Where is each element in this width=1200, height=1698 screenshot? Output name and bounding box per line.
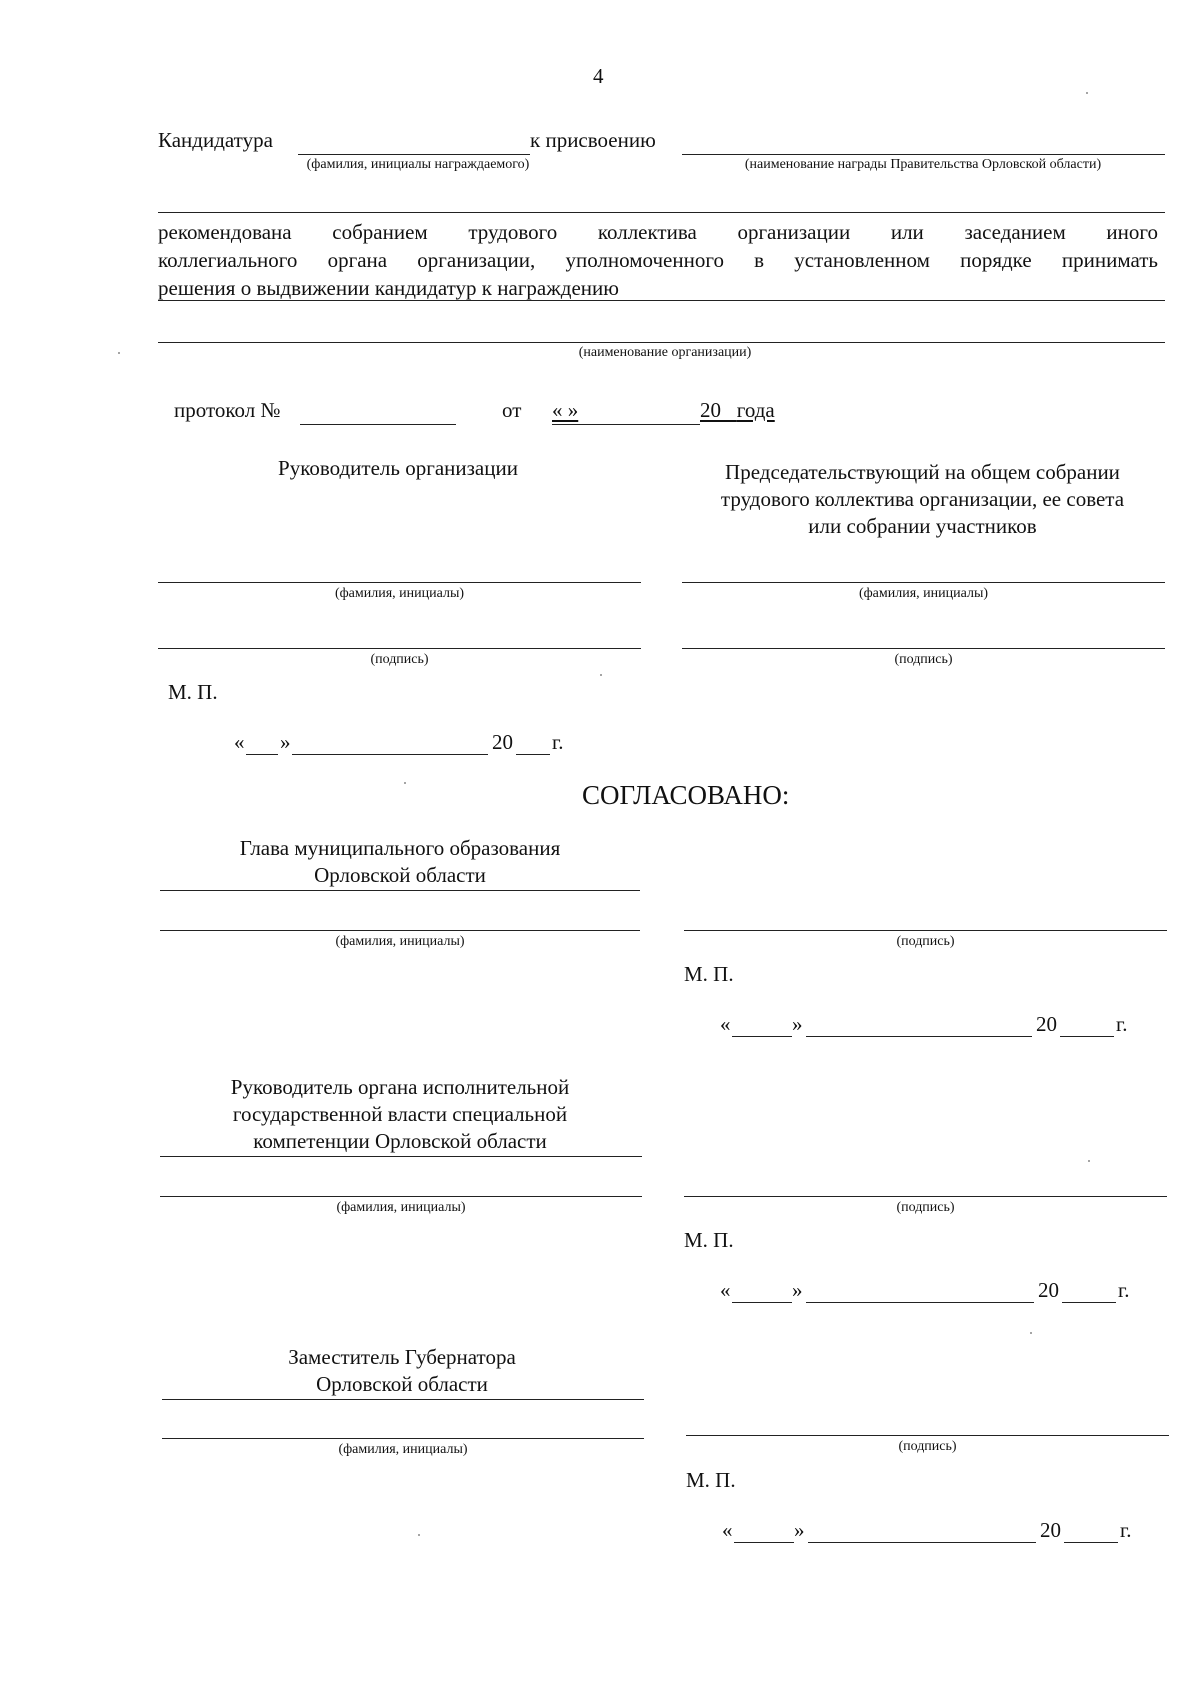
chair-name-caption: (фамилия, инициалы) (858, 586, 989, 601)
sign-date-month-line (292, 754, 488, 755)
b3-date-month-line (808, 1542, 1036, 1543)
scan-speck (1086, 92, 1088, 94)
municipal-head-title-2: Орловской области (314, 863, 486, 887)
recommendation-end-line (158, 300, 1165, 301)
b2-date-day-line (732, 1302, 792, 1303)
protocol-date-quotes (552, 398, 578, 423)
chairperson-title-3: или собрании участников (808, 514, 1037, 538)
award-continuation-line (158, 212, 1165, 213)
executive-head-title-1: Руководитель органа исполнительной (230, 1075, 570, 1099)
protocol-label: протокол № (174, 398, 281, 422)
executive-head-name-line (160, 1196, 642, 1197)
protocol-date-quotes-text: « » (552, 398, 579, 422)
head-of-organization-title: Руководитель организации (278, 456, 518, 480)
b2-date-open-quote: « (720, 1278, 731, 1302)
head-name-line (158, 582, 641, 583)
chairperson-title-2: трудового коллектива организации, ее совета (720, 487, 1125, 511)
executive-head-title-line (160, 1156, 642, 1157)
protocol-number-line (300, 424, 456, 425)
municipal-head-name-line (160, 930, 640, 931)
deputy-governor-name-caption: (фамилия, инициалы) (338, 1442, 468, 1457)
organization-name-line (158, 342, 1165, 343)
protocol-year (700, 398, 775, 423)
scan-speck (1030, 1332, 1032, 1334)
chair-signature-line (682, 648, 1165, 649)
scan-speck (418, 1534, 420, 1536)
sign-date-year-suffix: г. (552, 730, 564, 754)
b3-date-year-prefix: 20 (1040, 1518, 1061, 1542)
seal-placeholder: М. П. (168, 680, 218, 704)
recommendation-line-2: коллегиального органа организации, уполномоченного в установленном порядке принимать (158, 248, 1158, 272)
candidate-name-caption: (фамилия, инициалы награждаемого) (306, 157, 530, 172)
b1-date-close-quote: » (792, 1012, 803, 1036)
scan-speck (600, 674, 602, 676)
b3-date-day-line (734, 1542, 794, 1543)
award-name-line (682, 154, 1165, 155)
executive-head-signature-line (684, 1196, 1167, 1197)
candidate-label: Кандидатура (158, 128, 273, 152)
scan-speck (118, 352, 120, 354)
deputy-governor-signature-line (686, 1435, 1169, 1436)
municipal-head-signature-line (684, 930, 1167, 931)
b2-date-close-quote: » (792, 1278, 803, 1302)
sign-date-close-quote: » (280, 730, 291, 754)
head-signature-line (158, 648, 641, 649)
b3-date-close-quote: » (794, 1518, 805, 1542)
b1-date-open-quote: « (720, 1012, 731, 1036)
b1-date-year-line (1060, 1036, 1114, 1037)
protocol-year-word: года (736, 398, 775, 422)
to-award-label: к присвоению (530, 128, 656, 152)
sign-date-day-line (246, 754, 278, 755)
sign-date-year-line (516, 754, 550, 755)
municipal-head-seal: М. П. (684, 962, 734, 986)
b2-date-year-line (1062, 1302, 1116, 1303)
recommendation-line-1: рекомендована собранием трудового коллектива организации или заседанием иного (158, 220, 1158, 244)
protocol-from-label: от (502, 398, 522, 422)
page-number: 4 (593, 64, 604, 88)
sign-date-year-prefix: 20 (492, 730, 513, 754)
scan-speck (1088, 1160, 1090, 1162)
b3-date-year-line (1064, 1542, 1118, 1543)
deputy-governor-title-1: Заместитель Губернатора (288, 1345, 516, 1369)
executive-head-title-2: государственной власти специальной (232, 1102, 568, 1126)
organization-caption: (наименование организации) (578, 345, 752, 360)
candidate-name-line (298, 154, 530, 155)
b2-date-year-prefix: 20 (1038, 1278, 1059, 1302)
b2-date-month-line (806, 1302, 1034, 1303)
executive-head-name-caption: (фамилия, инициалы) (336, 1200, 466, 1215)
b1-date-year-suffix: г. (1116, 1012, 1128, 1036)
deputy-governor-title-line (162, 1399, 644, 1400)
chair-signature-caption: (подпись) (894, 652, 953, 667)
deputy-governor-seal: М. П. (686, 1468, 736, 1492)
recommendation-paragraph (158, 218, 1158, 302)
award-name-caption: (наименование награды Правительства Орловской области) (744, 157, 1102, 172)
b1-date-year-prefix: 20 (1036, 1012, 1057, 1036)
chairperson-title-1: Председательствующий на общем собрании (725, 460, 1120, 484)
b3-date-year-suffix: г. (1120, 1518, 1132, 1542)
b3-date-open-quote: « (722, 1518, 733, 1542)
b1-date-month-line (806, 1036, 1032, 1037)
chair-name-line (682, 582, 1165, 583)
scan-speck (404, 782, 406, 784)
agreed-heading: СОГЛАСОВАНО: (582, 780, 790, 810)
recommendation-line-3: решения о выдвижении кандидатур к награждению (158, 276, 619, 300)
deputy-governor-name-line (162, 1438, 644, 1439)
head-name-caption: (фамилия, инициалы) (334, 586, 465, 601)
executive-head-seal: М. П. (684, 1228, 734, 1252)
b2-date-year-suffix: г. (1118, 1278, 1130, 1302)
sign-date-open-quote: « (234, 730, 245, 754)
deputy-governor-signature-caption: (подпись) (898, 1439, 957, 1454)
head-signature-caption: (подпись) (370, 652, 429, 667)
b1-date-day-line (732, 1036, 792, 1037)
municipal-head-signature-caption: (подпись) (896, 934, 955, 949)
deputy-governor-title-2: Орловской области (316, 1372, 488, 1396)
executive-head-signature-caption: (подпись) (896, 1200, 955, 1215)
municipal-head-title-line (160, 890, 640, 891)
executive-head-title-3: компетенции Орловской области (253, 1129, 547, 1153)
municipal-head-title-1: Глава муниципального образования (239, 836, 561, 860)
protocol-year-prefix: 20 (700, 398, 721, 422)
protocol-month-line (552, 424, 700, 425)
municipal-head-name-caption: (фамилия, инициалы) (335, 934, 465, 949)
